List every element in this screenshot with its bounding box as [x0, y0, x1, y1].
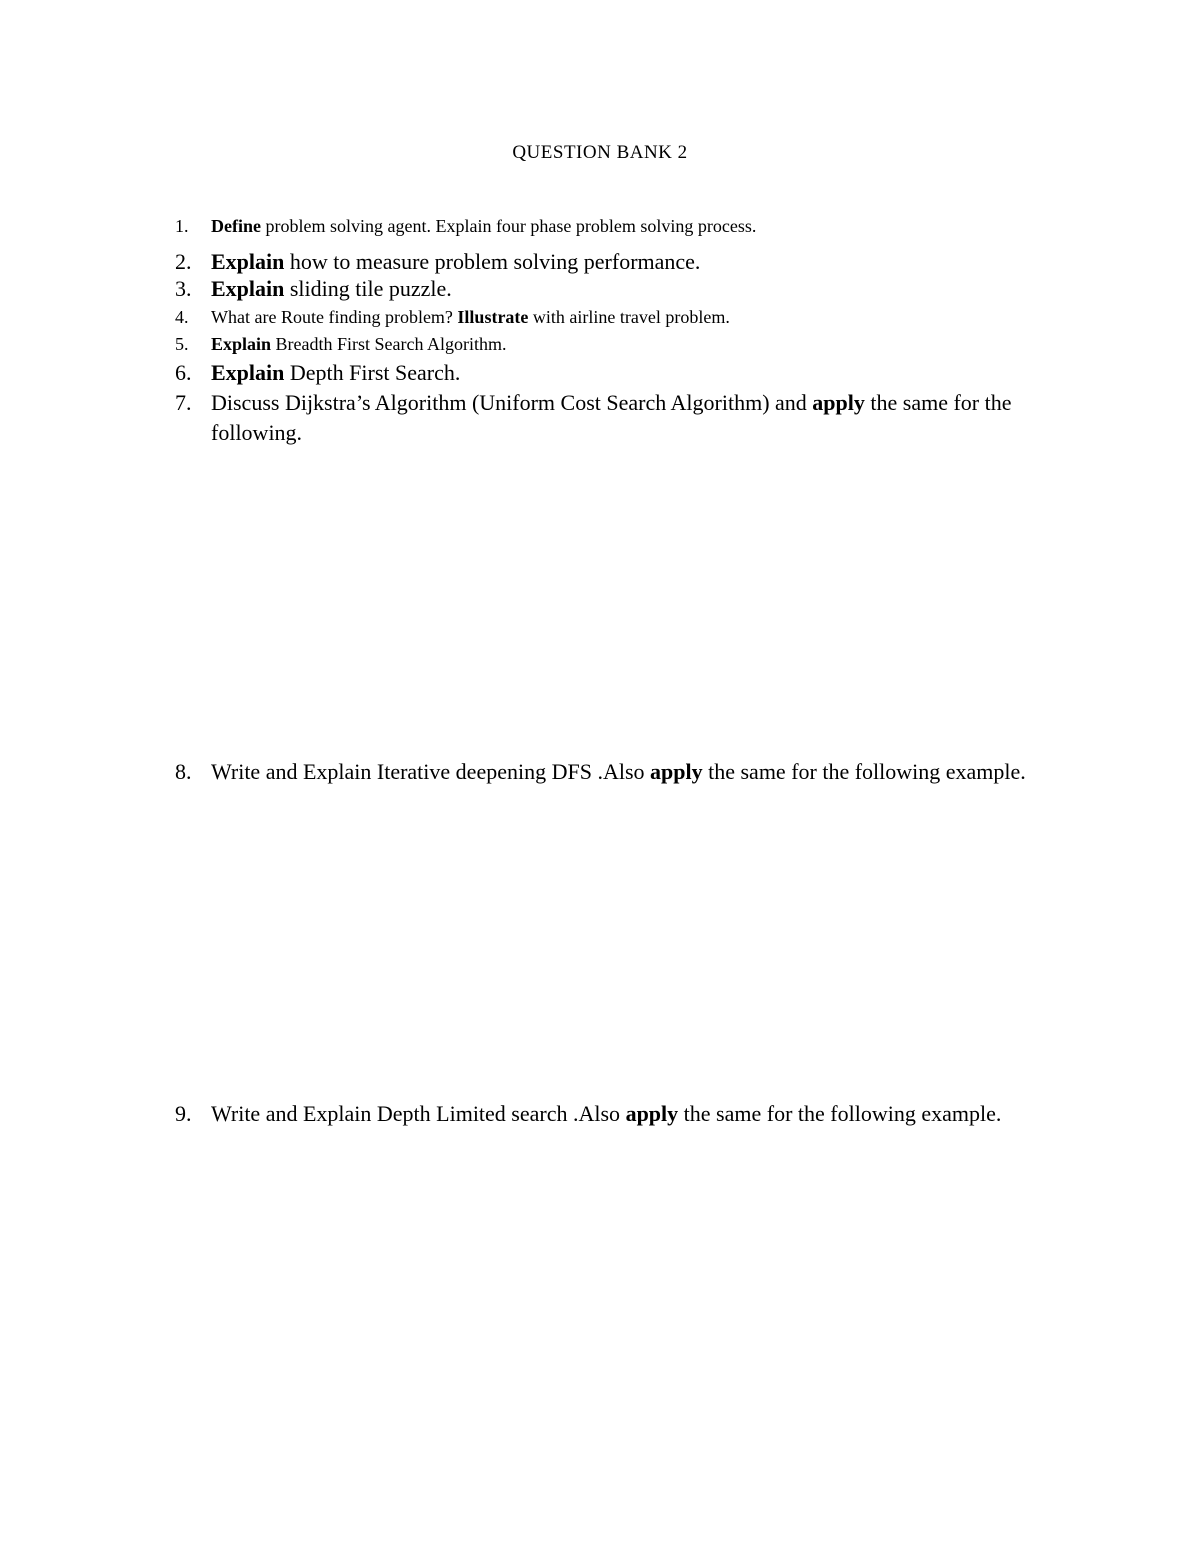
question-prefix: What are Route finding problem?: [211, 307, 458, 327]
question-number: 7.: [175, 390, 192, 415]
page-title: QUESTION BANK 2: [512, 142, 688, 163]
question-5: [175, 332, 1075, 356]
question-number: 9.: [175, 1101, 192, 1126]
question-1: [175, 214, 1075, 238]
question-body: with airline travel problem.: [528, 307, 730, 327]
question-number: 8.: [175, 759, 192, 784]
question-9: [175, 1099, 1075, 1129]
question-6: [175, 358, 1075, 388]
question-keyword: apply: [625, 1101, 679, 1126]
question-body: the same for the following example.: [678, 1101, 1002, 1126]
question-text: [211, 214, 1075, 238]
question-text: [211, 305, 1075, 329]
question-body: problem solving agent. Explain four phase problem solving process.: [260, 216, 757, 236]
question-4: [175, 305, 1075, 329]
question-keyword: Explain: [211, 360, 285, 385]
question-text: [211, 358, 1075, 388]
question-text: [211, 274, 1075, 304]
question-body: Breadth First Search Algorithm.: [271, 334, 507, 354]
question-keyword: Illustrate: [457, 307, 529, 327]
question-prefix: Discuss Dijkstra’s Algorithm (Uniform Cost Search Algorithm) and: [211, 390, 813, 415]
question-text: [211, 332, 1075, 356]
question-3: [175, 274, 1075, 304]
question-body: sliding tile puzzle.: [284, 276, 452, 301]
question-keyword: Explain: [211, 249, 285, 274]
question-number: 1.: [175, 216, 189, 236]
question-8: [175, 757, 1075, 787]
question-keyword: Explain: [211, 276, 285, 301]
question-prefix: Write and Explain Iterative deepening DFS .Also: [211, 759, 651, 784]
question-body: Depth First Search.: [284, 360, 461, 385]
question-keyword: apply: [812, 390, 865, 415]
question-text: [211, 247, 1075, 277]
question-number: 2.: [175, 249, 192, 274]
question-number: 4.: [175, 307, 189, 327]
question-keyword: Explain: [211, 334, 272, 354]
question-body: the same for the following.: [211, 390, 1012, 445]
question-keyword: apply: [650, 759, 703, 784]
question-number: 5.: [175, 334, 189, 354]
question-keyword: Define: [211, 216, 261, 236]
question-2: [175, 247, 1075, 277]
question-7: [175, 388, 1075, 448]
question-number: 3.: [175, 276, 192, 301]
question-body: the same for the following example.: [702, 759, 1026, 784]
question-number: 6.: [175, 360, 192, 385]
question-text: [211, 757, 1075, 787]
question-text: [211, 1099, 1075, 1129]
question-text: [211, 388, 1075, 448]
question-prefix: Write and Explain Depth Limited search .Also: [211, 1101, 626, 1126]
question-body: how to measure problem solving performance.: [284, 249, 701, 274]
